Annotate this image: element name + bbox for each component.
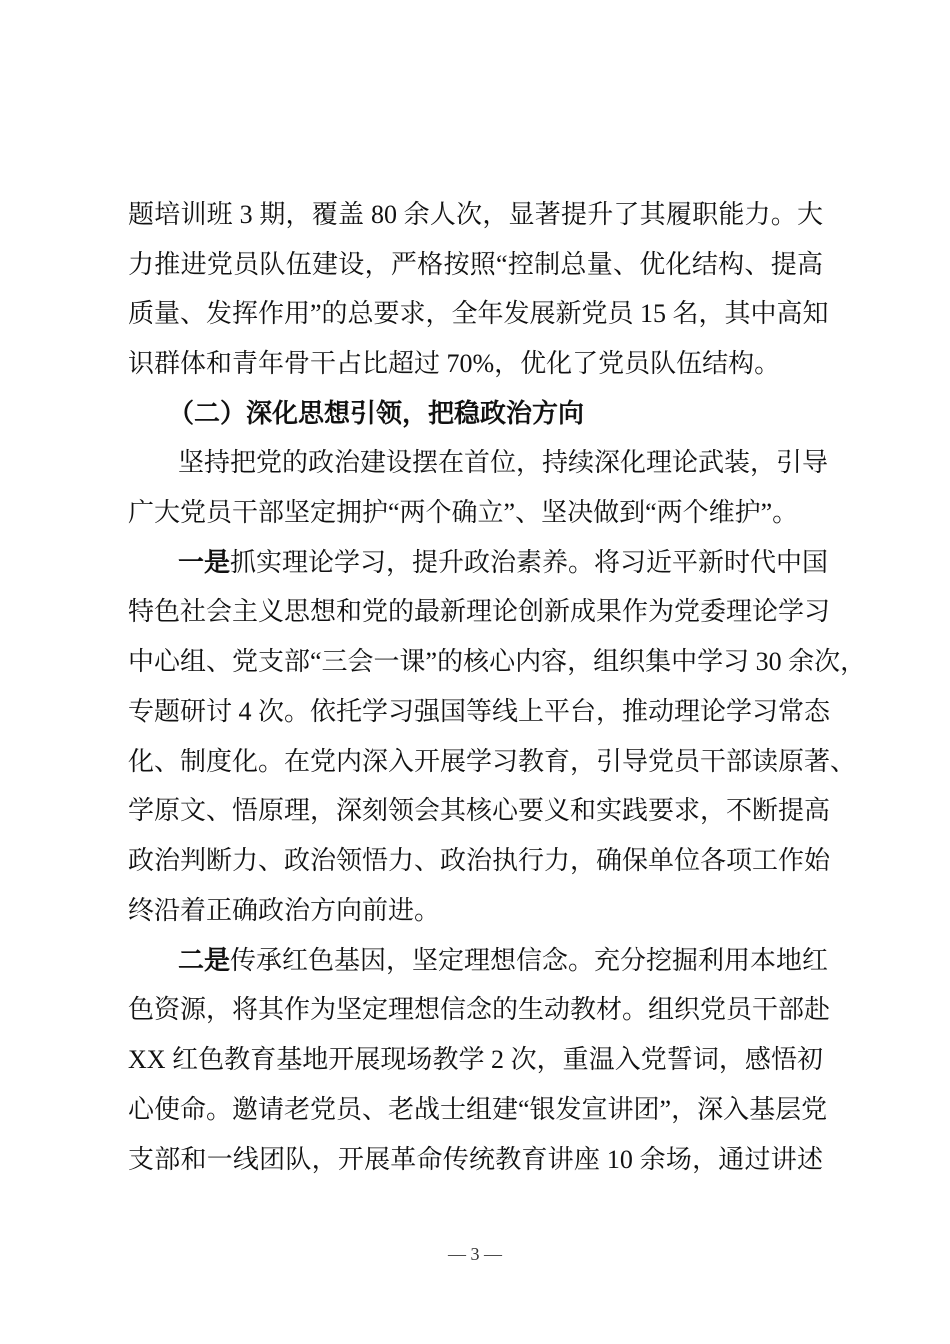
body-text-line: 中心组、党支部“三会一课”的核心内容，组织集中学习 30 余次， xyxy=(128,647,867,676)
body-text-line: XX 红色教育基地开展现场教学 2 次，重温入党誓词，感悟初 xyxy=(128,1045,823,1074)
page-number: — 3 — xyxy=(448,1244,502,1264)
body-text-line xyxy=(178,936,829,986)
body-text-line: 题培训班 3 期，覆盖 80 余人次，显著提升了其履职能力。大 xyxy=(128,200,823,229)
body-text-line: 专题研讨 4 次。依托学习强国等线上平台，推动理论学习常态 xyxy=(128,697,831,726)
body-text-line: 支部和一线团队，开展革命传统教育讲座 10 余场，通过讲述 xyxy=(128,1145,823,1174)
body-text-line xyxy=(178,538,829,588)
line-text: 抓实理论学习，提升政治素养。将习近平新时代中国 xyxy=(230,548,829,577)
body-text-line: 政治判断力、政治领悟力、政治执行力，确保单位各项工作始 xyxy=(128,846,831,875)
body-text-line: 特色社会主义思想和党的最新理论创新成果作为党委理论学习 xyxy=(128,597,831,626)
bold-lead-second: 二是 xyxy=(178,946,231,975)
section-heading: （二）深化思想引领，把稳政治方向 xyxy=(168,399,585,428)
body-text-line: 质量、发挥作用”的总要求，全年发展新党员 15 名，其中高知 xyxy=(128,299,829,328)
body-text-line: 色资源，将其作为坚定理想信念的生动教材。组织党员干部赴 xyxy=(128,995,831,1024)
body-text-line: 力推进党员队伍建设，严格按照“控制总量、优化结构、提高 xyxy=(128,250,823,279)
line-text: 传承红色基因，坚定理想信念。充分挖掘利用本地红 xyxy=(230,946,829,975)
body-text-line: 学原文、悟原理，深刻领会其核心要义和实践要求，不断提高 xyxy=(128,796,831,825)
body-text-line: 化、制度化。在党内深入开展学习教育，引导党员干部读原著、 xyxy=(128,747,857,776)
body-text-line: 识群体和青年骨干占比超过 70%，优化了党员队伍结构。 xyxy=(128,349,781,378)
body-text-line: 心使命。邀请老党员、老战士组建“银发宣讲团”，深入基层党 xyxy=(128,1095,828,1124)
bold-lead-first: 一是 xyxy=(178,548,231,577)
body-text-line: 广大党员干部坚定拥护“两个确立”、坚决做到“两个维护”。 xyxy=(128,498,799,527)
body-text-line: 终沿着正确政治方向前进。 xyxy=(128,896,441,925)
body-text-line: 坚持把党的政治建设摆在首位，持续深化理论武装，引导 xyxy=(178,448,829,477)
